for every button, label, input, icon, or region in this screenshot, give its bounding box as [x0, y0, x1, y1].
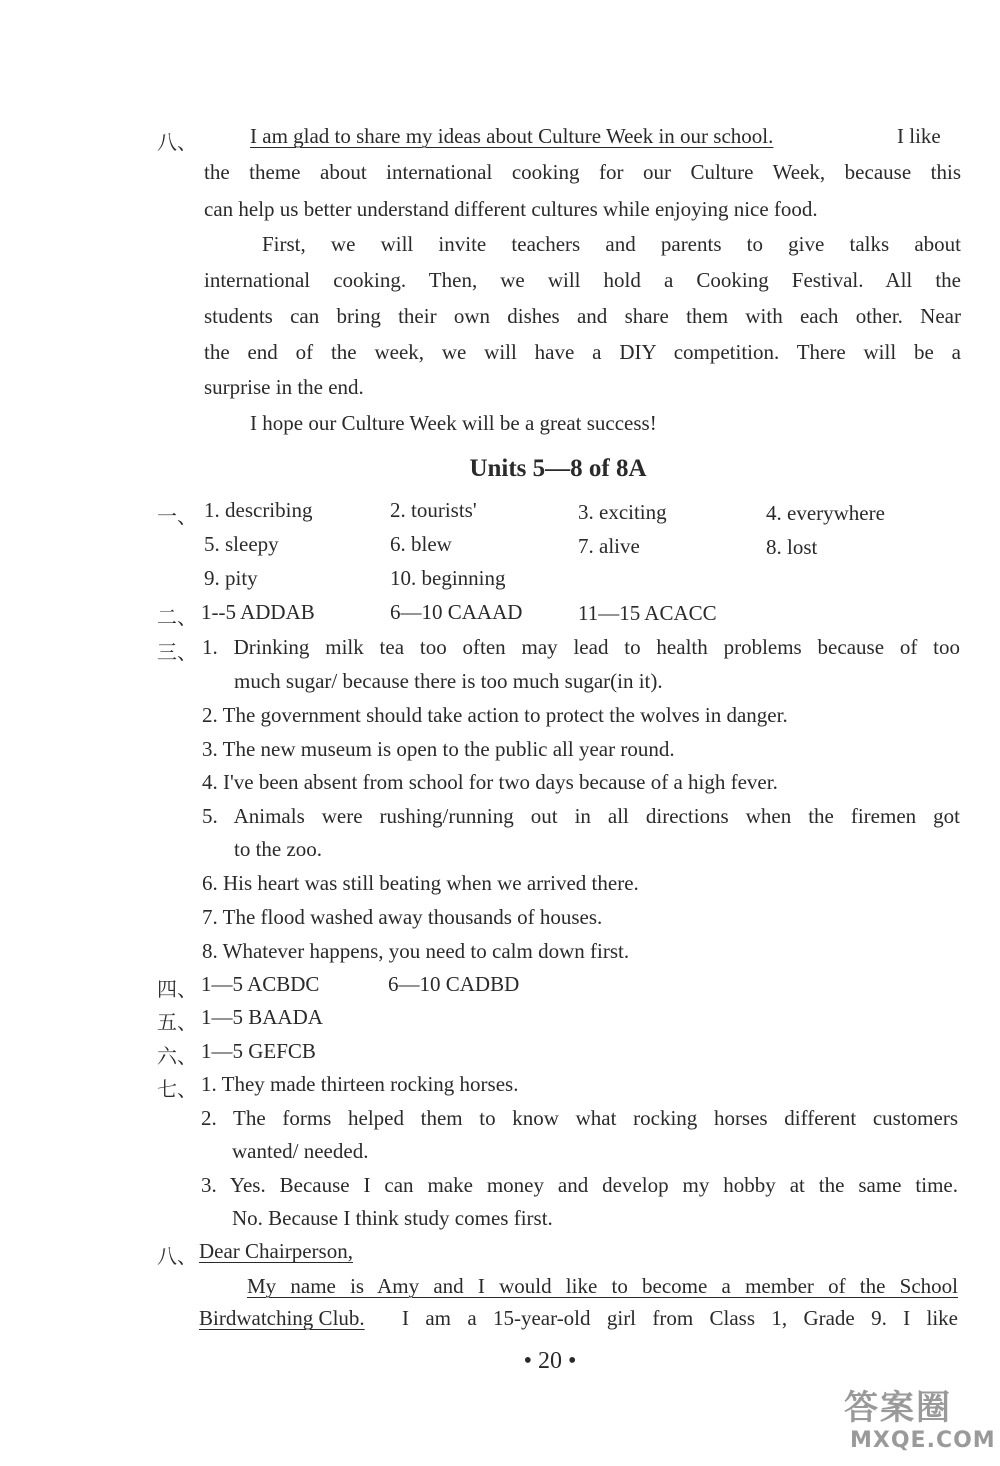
section-5-marker: 五、: [157, 1010, 197, 1034]
answer-item: 10. beginning: [390, 566, 506, 590]
section-7-marker: 七、: [157, 1077, 197, 1101]
translation-line: 3. The new museum is open to the public all year round.: [202, 737, 675, 761]
answer-group: 1--5 ADDAB: [201, 600, 315, 624]
reading-answer-line: 2. The forms helped them to know what rocking horses different customers: [201, 1106, 958, 1130]
answer-item: 3. exciting: [578, 500, 667, 524]
essay-line-4: First, we will invite teachers and parents to give talks about: [262, 232, 961, 256]
section-8-bottom-marker: 八、: [157, 1244, 197, 1268]
letter-underlined-club: Birdwatching Club.: [199, 1306, 365, 1330]
essay-line-6: students can bring their own dishes and share them with each other. Near: [204, 304, 961, 328]
essay-line-2: the theme about international cooking for our Culture Week, because this: [204, 160, 961, 184]
section-2-marker: 二、: [157, 605, 197, 629]
essay-line-7: the end of the week, we will have a DIY competition. There will be a: [204, 340, 961, 364]
letter-line-3-rest: I am a 15-year-old girl from Class 1, Grade 9. I like: [402, 1306, 958, 1330]
reading-answer-line: 3. Yes. Because I can make money and develop my hobby at the same time.: [201, 1173, 958, 1197]
section-3-marker: 三、: [157, 640, 197, 664]
answer-item: 8. lost: [766, 535, 818, 559]
watermark-logo: 答案圈: [844, 1388, 952, 1428]
answer-group: 1—5 ACBDC: [201, 972, 320, 996]
essay-line-5: international cooking. Then, we will hold a Cooking Festival. All the: [204, 268, 961, 292]
translation-line: 4. I've been absent from school for two days because of a high fever.: [202, 770, 778, 794]
answer-item: 7. alive: [578, 534, 640, 558]
section-1-marker: 一、: [157, 504, 197, 528]
reading-answer-line: wanted/ needed.: [232, 1139, 369, 1163]
translation-line: 1. Drinking milk tea too often may lead to health problems because of too: [202, 635, 960, 659]
letter-underlined-intro: My name is Amy and I would like to become a member of the School: [247, 1274, 958, 1298]
watermark-url: MXQE.COM: [850, 1428, 996, 1453]
translation-line: 5. Animals were rushing/running out in all directions when the firemen got: [202, 804, 960, 828]
answer-group: 6—10 CAAAD: [390, 600, 523, 624]
essay-line-1-rest: I like: [897, 124, 941, 148]
answer-group: 11—15 ACACC: [578, 601, 717, 625]
answer-item: 1. describing: [204, 498, 313, 522]
translation-line: 7. The flood washed away thousands of houses.: [202, 905, 603, 929]
answer-item: 9. pity: [204, 566, 258, 590]
section-4-marker: 四、: [157, 977, 197, 1001]
translation-line: much sugar/ because there is too much sugar(in it).: [234, 669, 663, 693]
essay-line-3: can help us better understand different cultures while enjoying nice food.: [204, 197, 818, 221]
section-6-marker: 六、: [157, 1044, 197, 1068]
translation-line: 8. Whatever happens, you need to calm down first.: [202, 939, 630, 963]
answer-group: 6—10 CADBD: [388, 972, 520, 996]
page-number: • 20 •: [523, 1348, 577, 1374]
answer-item: 5. sleepy: [204, 532, 279, 556]
essay-line-1: [250, 124, 773, 149]
reading-answer-line: 1. They made thirteen rocking horses.: [201, 1072, 519, 1096]
answer-group: 1—5 BAADA: [201, 1005, 323, 1029]
units-heading: Units 5—8 of 8A: [469, 455, 647, 482]
answer-group: 1—5 GEFCB: [201, 1039, 316, 1063]
translation-line: to the zoo.: [234, 837, 323, 861]
answer-item: 4. everywhere: [766, 501, 885, 525]
section-8-marker: 八、: [157, 130, 197, 154]
letter-line-2: [247, 1274, 958, 1299]
translation-line: 2. The government should take action to protect the wolves in danger.: [202, 703, 788, 727]
essay-line-9: I hope our Culture Week will be a great success!: [250, 411, 657, 435]
answer-item: 6. blew: [390, 532, 452, 556]
essay-underlined-opening: I am glad to share my ideas about Culture Week in our school.: [250, 124, 774, 148]
translation-line: 6. His heart was still beating when we arrived there.: [202, 871, 639, 895]
reading-answer-line: No. Because I think study comes first.: [232, 1206, 553, 1230]
answer-item: 2. tourists': [390, 498, 477, 522]
letter-line-3: [199, 1306, 365, 1331]
essay-line-8: surprise in the end.: [204, 375, 364, 399]
letter-salutation: Dear Chairperson,: [199, 1239, 353, 1263]
